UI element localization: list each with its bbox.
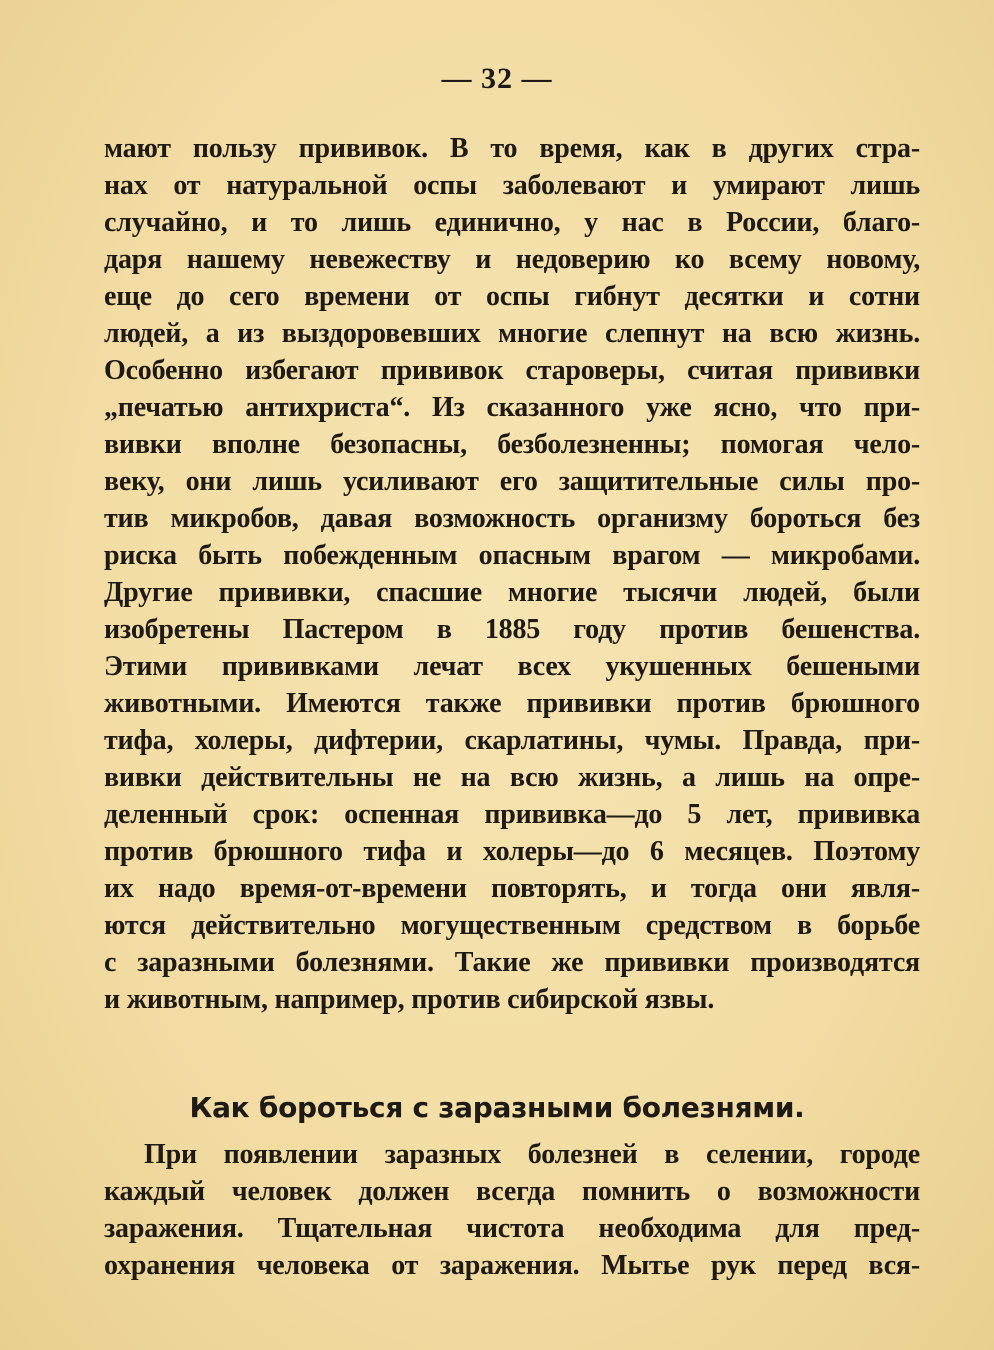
text-line: нах от натуральной оспы заболевают и умирают лишь — [104, 170, 920, 201]
text-line: против брюшного тифа и холеры—до 6 месяцев. Поэтому — [104, 836, 920, 867]
text-line: Другие прививки, спасшие многие тысячи людей, были — [104, 577, 920, 608]
text-line: „печатью антихриста“. Из сказанного уже ясно, что при- — [104, 392, 920, 423]
text-line: ются действительно могущественным средством в борьбе — [104, 910, 920, 941]
text-line: деленный срок: оспенная прививка—до 5 лет, прививка — [104, 799, 920, 830]
text-line: вивки вполне безопасны, безболезненны; помогая чело- — [104, 429, 920, 460]
text-line: изобретены Пастером в 1885 году против бешенства. — [104, 614, 920, 645]
text-line: Особенно избегают прививок староверы, считая прививки — [104, 355, 920, 386]
text-line: риска быть побежденным опасным врагом — микробами. — [104, 540, 920, 571]
text-line: вивки действительны не на всю жизнь, а лишь на опре- — [104, 762, 920, 793]
text-line: животными. Имеются также прививки против брюшного — [104, 688, 920, 719]
text-line: случайно, и то лишь единично, у нас в России, благо- — [104, 207, 920, 238]
paragraph-vaccinations — [104, 130, 920, 1018]
text-line: людей, а из выздоровевших многие слепнут на всю жизнь. — [104, 318, 920, 349]
text-line: с заразными болезнями. Такие же прививки производятся — [104, 947, 920, 978]
section-heading: Как бороться с заразными болезнями. — [189, 1091, 805, 1125]
page-number: — 32 — — [441, 62, 553, 95]
text-line: даря нашему невежеству и недоверию ко всему новому, — [104, 244, 920, 275]
paragraph-fighting-diseases — [104, 1136, 920, 1284]
text-line: заражения. Тщательная чистота необходима для пред- — [104, 1213, 920, 1244]
text-line: охранения человека от заражения. Мытье рук перед вся- — [104, 1250, 920, 1281]
text-line: еще до сего времени от оспы гибнут десятки и сотни — [104, 281, 920, 312]
text-line: При появлении заразных болезней в селении, городе — [144, 1139, 920, 1170]
text-line: тив микробов, давая возможность организму бороться без — [104, 503, 920, 534]
text-line: мают пользу прививок. В то время, как в других стра- — [104, 133, 920, 164]
text-line: каждый человек должен всегда помнить о возможности — [104, 1176, 920, 1207]
text-line: тифа, холеры, дифтерии, скарлатины, чумы. Правда, при- — [104, 725, 920, 756]
text-line: Этими прививками лечат всех укушенных бешеными — [104, 651, 920, 682]
text-line: и животным, например, против сибирской язвы. — [104, 984, 715, 1015]
text-line: веку, они лишь усиливают его защитительные силы про- — [104, 466, 920, 497]
text-line: их надо время-от-времени повторять, и тогда они явля- — [104, 873, 920, 904]
